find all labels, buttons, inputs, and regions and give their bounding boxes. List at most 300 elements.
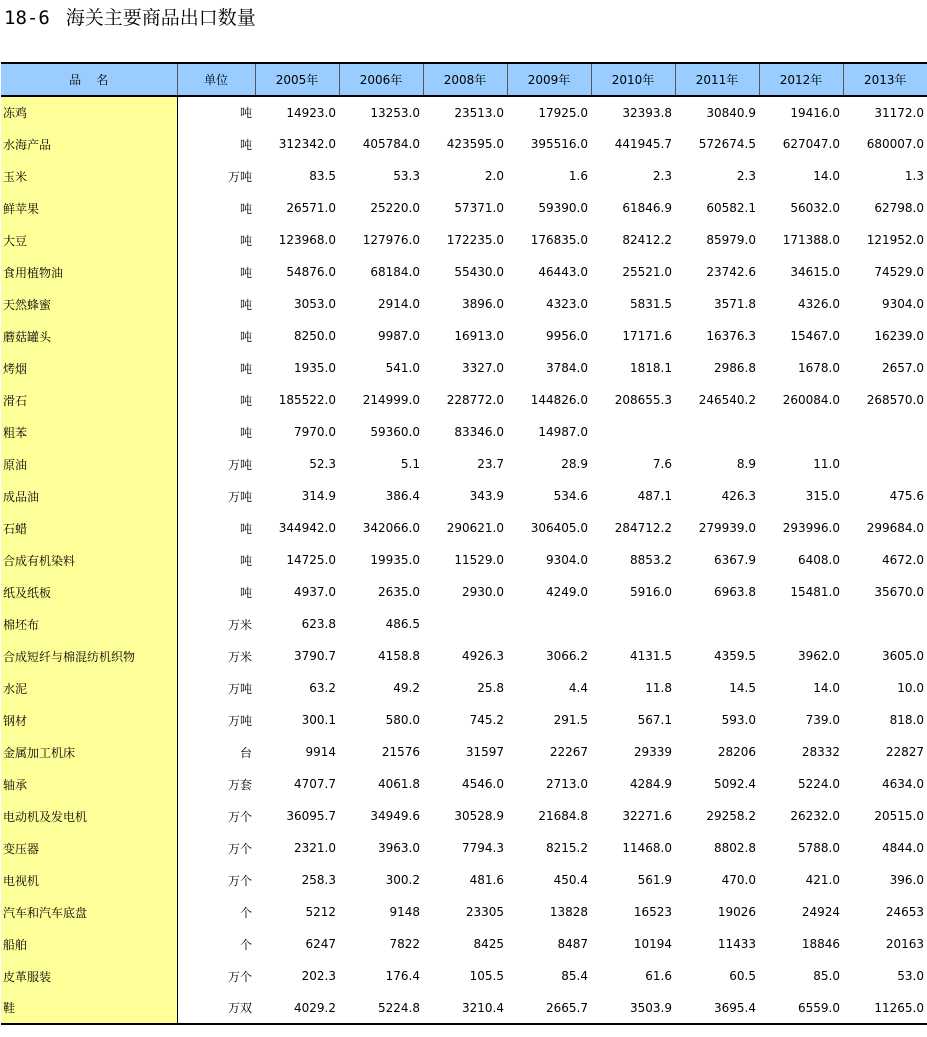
table-row xyxy=(1,96,927,128)
value-cell: 23742.6 xyxy=(706,265,756,279)
value-cell: 291.5 xyxy=(553,713,588,727)
value-cell: 83346.0 xyxy=(454,425,504,439)
value-cell: 14.0 xyxy=(813,681,840,695)
value-cell: 8487 xyxy=(557,937,588,951)
value-cell: 20163 xyxy=(885,937,924,951)
commodity-name: 汽车和汽车底盘 xyxy=(1,896,177,928)
commodity-name: 船舶 xyxy=(1,928,177,960)
value-cell xyxy=(759,416,843,448)
value-cell: 11529.0 xyxy=(454,553,504,567)
value-cell: 31597 xyxy=(465,745,504,759)
value-cell: 24924 xyxy=(801,905,840,919)
value-cell xyxy=(843,448,927,480)
commodity-name: 皮革服装 xyxy=(1,960,177,992)
value-cell: 23.7 xyxy=(477,457,504,471)
value-cell xyxy=(591,416,675,448)
unit-cell: 吨 xyxy=(239,521,252,536)
commodity-name: 大豆 xyxy=(1,224,177,256)
unit-cell: 万吨 xyxy=(227,681,252,696)
value-cell: 3784.0 xyxy=(546,361,588,375)
value-cell: 561.9 xyxy=(637,873,672,887)
table-row xyxy=(1,832,927,864)
column-header-year: 2010年 xyxy=(591,63,675,96)
value-cell: 745.2 xyxy=(469,713,504,727)
unit-cell: 万个 xyxy=(227,809,252,824)
value-cell: 593.0 xyxy=(721,713,756,727)
column-header-year: 2005年 xyxy=(255,63,339,96)
value-cell: 208655.3 xyxy=(614,393,672,407)
value-cell: 2.3 xyxy=(736,169,756,183)
value-cell: 85.4 xyxy=(561,969,588,983)
value-cell: 1.6 xyxy=(568,169,588,183)
value-cell: 4359.5 xyxy=(714,649,756,663)
value-cell: 246540.2 xyxy=(698,393,756,407)
value-cell: 344942.0 xyxy=(278,521,336,535)
table-row xyxy=(1,736,927,768)
value-cell: 1935.0 xyxy=(294,361,336,375)
value-cell: 11.8 xyxy=(645,681,672,695)
table-row xyxy=(1,256,927,288)
value-cell: 68184.0 xyxy=(370,265,420,279)
unit-cell: 吨 xyxy=(239,137,252,152)
value-cell: 82412.2 xyxy=(622,233,672,247)
unit-cell: 吨 xyxy=(239,265,252,280)
value-cell: 8215.2 xyxy=(546,841,588,855)
value-cell: 29258.2 xyxy=(706,809,756,823)
column-header-year: 2006年 xyxy=(339,63,423,96)
value-cell: 2657.0 xyxy=(882,361,924,375)
commodity-name: 轴承 xyxy=(1,768,177,800)
commodity-name: 合成短纤与棉混纺机织物 xyxy=(1,640,177,672)
value-cell: 185522.0 xyxy=(278,393,336,407)
value-cell: 32271.6 xyxy=(622,809,672,823)
value-cell: 343.9 xyxy=(469,489,504,503)
value-cell: 32393.8 xyxy=(622,105,672,120)
unit-cell: 个 xyxy=(239,905,252,920)
value-cell: 17925.0 xyxy=(538,105,588,120)
value-cell: 46443.0 xyxy=(538,265,588,279)
value-cell: 441945.7 xyxy=(614,137,672,151)
table-row xyxy=(1,224,927,256)
value-cell: 10194 xyxy=(633,937,672,951)
value-cell: 8802.8 xyxy=(714,841,756,855)
commodity-name: 食用植物油 xyxy=(1,256,177,288)
value-cell: 4029.2 xyxy=(255,992,339,1024)
table-row xyxy=(1,928,927,960)
unit-cell: 个 xyxy=(239,937,252,952)
table-number: 18-6 xyxy=(4,7,50,29)
commodity-name: 成品油 xyxy=(1,480,177,512)
value-cell: 300.2 xyxy=(385,873,420,887)
table-row xyxy=(1,896,927,928)
unit-cell: 万个 xyxy=(227,841,252,856)
value-cell: 306405.0 xyxy=(530,521,588,535)
value-cell: 25521.0 xyxy=(622,265,672,279)
commodity-name: 原油 xyxy=(1,448,177,480)
unit-cell: 吨 xyxy=(239,393,252,408)
value-cell: 7970.0 xyxy=(294,425,336,439)
value-cell: 22267 xyxy=(549,745,588,759)
value-cell: 1678.0 xyxy=(798,361,840,375)
column-header-year: 2011年 xyxy=(675,63,759,96)
commodity-name: 纸及纸板 xyxy=(1,576,177,608)
value-cell xyxy=(843,416,927,448)
value-cell: 9914 xyxy=(305,745,336,759)
commodity-name: 粗苯 xyxy=(1,416,177,448)
value-cell: 21576 xyxy=(381,745,420,759)
value-cell: 290621.0 xyxy=(446,521,504,535)
value-cell: 623.8 xyxy=(301,617,336,631)
column-header-name: 品 名 xyxy=(1,63,177,96)
table-row xyxy=(1,800,927,832)
value-cell: 3210.4 xyxy=(423,992,507,1024)
value-cell: 8853.2 xyxy=(630,553,672,567)
value-cell: 52.3 xyxy=(309,457,336,471)
table-row xyxy=(1,352,927,384)
unit-cell: 万吨 xyxy=(227,169,252,184)
value-cell: 53.0 xyxy=(897,969,924,983)
value-cell: 11.0 xyxy=(813,457,840,471)
value-cell: 739.0 xyxy=(805,713,840,727)
table-row xyxy=(1,416,927,448)
value-cell: 342066.0 xyxy=(362,521,420,535)
value-cell: 16913.0 xyxy=(454,329,504,343)
unit-cell: 吨 xyxy=(239,553,252,568)
value-cell: 8425 xyxy=(473,937,504,951)
value-cell: 3503.9 xyxy=(591,992,675,1024)
value-cell: 22827 xyxy=(885,745,924,759)
table-row xyxy=(1,864,927,896)
value-cell: 9304.0 xyxy=(882,297,924,311)
commodity-name: 滑石 xyxy=(1,384,177,416)
table-row xyxy=(1,960,927,992)
value-cell: 11468.0 xyxy=(622,841,672,855)
value-cell: 11265.0 xyxy=(843,992,927,1024)
commodity-name: 棉坯布 xyxy=(1,608,177,640)
value-cell: 481.6 xyxy=(469,873,504,887)
value-cell: 3962.0 xyxy=(798,649,840,663)
value-cell: 7822 xyxy=(389,937,420,951)
value-cell: 14.0 xyxy=(813,169,840,183)
commodity-name: 电视机 xyxy=(1,864,177,896)
page-title xyxy=(4,4,256,32)
value-cell: 121952.0 xyxy=(866,233,924,247)
value-cell: 4707.7 xyxy=(294,777,336,791)
table-row xyxy=(1,384,927,416)
commodity-name: 玉米 xyxy=(1,160,177,192)
value-cell: 61846.9 xyxy=(622,201,672,215)
value-cell: 4926.3 xyxy=(462,649,504,663)
value-cell: 14.5 xyxy=(729,681,756,695)
value-cell: 9148 xyxy=(389,905,420,919)
column-header-year: 2013年 xyxy=(843,63,927,96)
value-cell: 3896.0 xyxy=(462,297,504,311)
value-cell: 26571.0 xyxy=(286,201,336,215)
table-title: 海关主要商品出口数量 xyxy=(65,7,256,29)
table-row xyxy=(1,512,927,544)
value-cell: 279939.0 xyxy=(698,521,756,535)
value-cell: 3963.0 xyxy=(378,841,420,855)
value-cell: 4546.0 xyxy=(462,777,504,791)
unit-cell: 吨 xyxy=(239,361,252,376)
value-cell: 2635.0 xyxy=(378,585,420,599)
value-cell: 59390.0 xyxy=(538,201,588,215)
value-cell: 2986.8 xyxy=(714,361,756,375)
table-row xyxy=(1,768,927,800)
value-cell: 17171.6 xyxy=(622,329,672,343)
value-cell: 2914.0 xyxy=(378,297,420,311)
value-cell: 5092.4 xyxy=(714,777,756,791)
value-cell: 627047.0 xyxy=(782,137,840,151)
value-cell: 176835.0 xyxy=(530,233,588,247)
header-row xyxy=(1,63,927,96)
value-cell: 19416.0 xyxy=(790,105,840,120)
column-header-year: 2012年 xyxy=(759,63,843,96)
unit-cell: 万吨 xyxy=(227,489,252,504)
value-cell xyxy=(675,416,759,448)
value-cell: 4326.0 xyxy=(798,297,840,311)
table-row xyxy=(1,704,927,736)
value-cell: 312342.0 xyxy=(278,137,336,151)
unit-cell: 吨 xyxy=(239,329,252,344)
table-row xyxy=(1,320,927,352)
value-cell: 4844.0 xyxy=(882,841,924,855)
table-row xyxy=(1,640,927,672)
value-cell: 3053.0 xyxy=(294,297,336,311)
value-cell: 30840.9 xyxy=(706,105,756,120)
value-cell: 5212 xyxy=(305,905,336,919)
commodity-name: 合成有机染料 xyxy=(1,544,177,576)
table-row xyxy=(1,288,927,320)
value-cell: 1.3 xyxy=(904,169,924,183)
value-cell: 63.2 xyxy=(309,681,336,695)
value-cell: 8250.0 xyxy=(294,329,336,343)
value-cell: 19026 xyxy=(717,905,756,919)
value-cell: 5224.8 xyxy=(339,992,423,1024)
value-cell: 62798.0 xyxy=(874,201,924,215)
value-cell: 4284.9 xyxy=(630,777,672,791)
value-cell: 7.6 xyxy=(652,457,672,471)
value-cell: 36095.7 xyxy=(286,809,336,823)
value-cell: 2.0 xyxy=(484,169,504,183)
value-cell: 4672.0 xyxy=(882,553,924,567)
value-cell: 28332 xyxy=(801,745,840,759)
table-body xyxy=(1,96,927,1024)
value-cell: 23305 xyxy=(465,905,504,919)
value-cell: 3790.7 xyxy=(294,649,336,663)
commodity-name: 鞋 xyxy=(1,992,177,1024)
value-cell: 25220.0 xyxy=(370,201,420,215)
value-cell: 2.3 xyxy=(652,169,672,183)
unit-cell: 万米 xyxy=(227,649,252,664)
value-cell: 293996.0 xyxy=(782,521,840,535)
value-cell xyxy=(759,608,843,640)
unit-cell: 吨 xyxy=(239,233,252,248)
table-row xyxy=(1,992,927,1024)
value-cell: 6367.9 xyxy=(714,553,756,567)
unit-cell: 万个 xyxy=(227,873,252,888)
value-cell: 2321.0 xyxy=(294,841,336,855)
value-cell: 386.4 xyxy=(385,489,420,503)
commodity-name: 鲜苹果 xyxy=(1,192,177,224)
value-cell xyxy=(423,608,507,640)
value-cell: 2930.0 xyxy=(462,585,504,599)
value-cell: 11433 xyxy=(717,937,756,951)
value-cell: 580.0 xyxy=(385,713,420,727)
value-cell: 2665.7 xyxy=(507,992,591,1024)
value-cell: 818.0 xyxy=(889,713,924,727)
value-cell: 30528.9 xyxy=(454,809,504,823)
value-cell: 56032.0 xyxy=(790,201,840,215)
value-cell: 5916.0 xyxy=(630,585,672,599)
value-cell: 26232.0 xyxy=(790,809,840,823)
value-cell: 13253.0 xyxy=(370,105,420,120)
value-cell: 405784.0 xyxy=(362,137,420,151)
table-row xyxy=(1,672,927,704)
value-cell: 60582.1 xyxy=(706,201,756,215)
value-cell: 15467.0 xyxy=(790,329,840,343)
value-cell xyxy=(591,608,675,640)
value-cell: 486.5 xyxy=(385,617,420,631)
column-header-year: 2009年 xyxy=(507,63,591,96)
value-cell: 680007.0 xyxy=(866,137,924,151)
value-cell: 9956.0 xyxy=(546,329,588,343)
value-cell: 15481.0 xyxy=(790,585,840,599)
value-cell: 59360.0 xyxy=(370,425,420,439)
value-cell: 4937.0 xyxy=(294,585,336,599)
value-cell: 3605.0 xyxy=(882,649,924,663)
column-header-unit: 单位 xyxy=(177,63,255,96)
value-cell: 315.0 xyxy=(805,489,840,503)
value-cell: 567.1 xyxy=(637,713,672,727)
unit-cell: 吨 xyxy=(239,585,252,600)
value-cell: 21684.8 xyxy=(538,809,588,823)
value-cell: 8.9 xyxy=(736,457,756,471)
table-row xyxy=(1,480,927,512)
value-cell: 426.3 xyxy=(721,489,756,503)
value-cell: 260084.0 xyxy=(782,393,840,407)
commodity-name: 烤烟 xyxy=(1,352,177,384)
value-cell: 423595.0 xyxy=(446,137,504,151)
value-cell: 28.9 xyxy=(561,457,588,471)
value-cell: 13828 xyxy=(549,905,588,919)
value-cell: 299684.0 xyxy=(866,521,924,535)
value-cell: 14987.0 xyxy=(538,425,588,439)
value-cell: 14725.0 xyxy=(286,553,336,567)
unit-cell: 吨 xyxy=(239,106,252,120)
value-cell: 23513.0 xyxy=(454,105,504,120)
value-cell: 5224.0 xyxy=(798,777,840,791)
value-cell: 53.3 xyxy=(393,169,420,183)
value-cell: 421.0 xyxy=(805,873,840,887)
value-cell: 487.1 xyxy=(637,489,672,503)
value-cell: 202.3 xyxy=(301,969,336,983)
commodity-name: 金属加工机床 xyxy=(1,736,177,768)
unit-cell: 吨 xyxy=(239,297,252,312)
value-cell: 470.0 xyxy=(721,873,756,887)
value-cell: 4158.8 xyxy=(378,649,420,663)
value-cell: 541.0 xyxy=(385,361,420,375)
value-cell: 4634.0 xyxy=(882,777,924,791)
value-cell: 127976.0 xyxy=(362,233,420,247)
value-cell: 172235.0 xyxy=(446,233,504,247)
commodity-name: 蘑菇罐头 xyxy=(1,320,177,352)
commodity-name: 冻鸡 xyxy=(1,96,177,128)
table-row xyxy=(1,448,927,480)
value-cell: 55430.0 xyxy=(454,265,504,279)
value-cell: 1818.1 xyxy=(630,361,672,375)
value-cell: 5.1 xyxy=(400,457,420,471)
value-cell: 60.5 xyxy=(729,969,756,983)
table-row xyxy=(1,160,927,192)
value-cell: 19935.0 xyxy=(370,553,420,567)
value-cell: 16239.0 xyxy=(874,329,924,343)
value-cell: 268570.0 xyxy=(866,393,924,407)
value-cell: 6408.0 xyxy=(798,553,840,567)
value-cell: 6559.0 xyxy=(759,992,843,1024)
value-cell: 35670.0 xyxy=(874,585,924,599)
value-cell: 49.2 xyxy=(393,681,420,695)
value-cell: 475.6 xyxy=(889,489,924,503)
value-cell: 300.1 xyxy=(301,713,336,727)
value-cell: 85979.0 xyxy=(706,233,756,247)
value-cell: 4.4 xyxy=(568,681,588,695)
value-cell: 6963.8 xyxy=(714,585,756,599)
value-cell: 5831.5 xyxy=(630,297,672,311)
value-cell: 83.5 xyxy=(309,169,336,183)
value-cell: 6247 xyxy=(305,937,336,951)
value-cell: 16376.3 xyxy=(706,329,756,343)
commodity-name: 变压器 xyxy=(1,832,177,864)
value-cell: 284712.2 xyxy=(614,521,672,535)
value-cell: 5788.0 xyxy=(798,841,840,855)
value-cell: 9987.0 xyxy=(378,329,420,343)
value-cell: 105.5 xyxy=(469,969,504,983)
value-cell: 228772.0 xyxy=(446,393,504,407)
value-cell: 34949.6 xyxy=(370,809,420,823)
value-cell: 214999.0 xyxy=(362,393,420,407)
table-row xyxy=(1,128,927,160)
table-row xyxy=(1,192,927,224)
value-cell: 31172.0 xyxy=(874,105,924,120)
value-cell: 61.6 xyxy=(645,969,672,983)
unit-cell: 万套 xyxy=(227,777,252,792)
unit-cell: 台 xyxy=(239,745,252,760)
value-cell: 4131.5 xyxy=(630,649,672,663)
value-cell: 10.0 xyxy=(897,681,924,695)
value-cell: 25.8 xyxy=(477,681,504,695)
value-cell: 258.3 xyxy=(301,873,336,887)
value-cell: 450.4 xyxy=(553,873,588,887)
column-header-year: 2008年 xyxy=(423,63,507,96)
value-cell: 3695.4 xyxy=(675,992,759,1024)
value-cell: 7794.3 xyxy=(462,841,504,855)
value-cell: 74529.0 xyxy=(874,265,924,279)
commodity-name: 水海产品 xyxy=(1,128,177,160)
commodity-name: 石蜡 xyxy=(1,512,177,544)
unit-cell: 万米 xyxy=(227,617,252,632)
value-cell: 4249.0 xyxy=(546,585,588,599)
value-cell: 20515.0 xyxy=(874,809,924,823)
table-row xyxy=(1,576,927,608)
value-cell: 3571.8 xyxy=(714,297,756,311)
value-cell: 3066.2 xyxy=(546,649,588,663)
table-row xyxy=(1,608,927,640)
value-cell: 4323.0 xyxy=(546,297,588,311)
value-cell: 171388.0 xyxy=(782,233,840,247)
unit-cell: 万吨 xyxy=(227,457,252,472)
commodity-name: 钢材 xyxy=(1,704,177,736)
